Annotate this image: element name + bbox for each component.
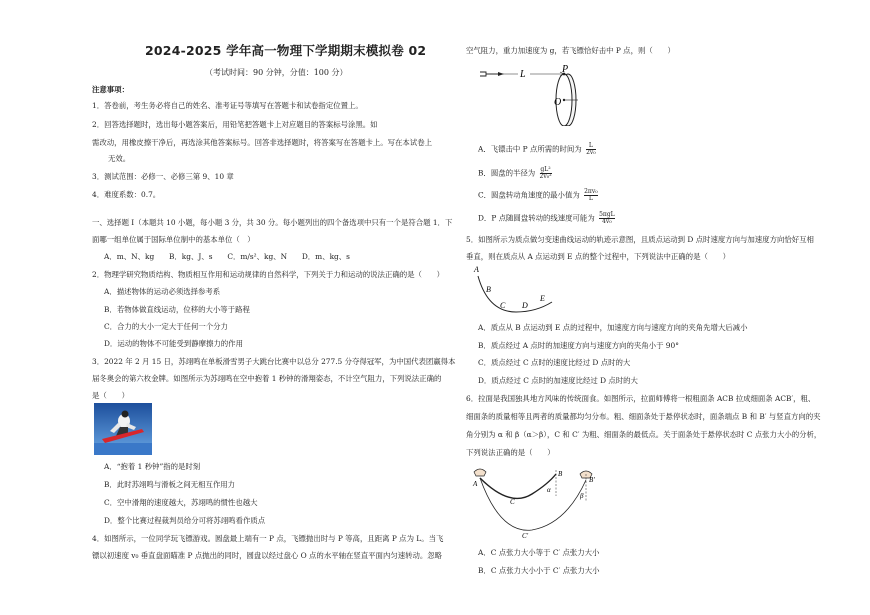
q6-stem-2: 细面条的质量相等且两者的质量都均匀分布。粗、细面条处于悬停状态时，面条端点 B 和 B′ 与竖直方向的夹 bbox=[466, 412, 821, 421]
note-2-end: 无效。 bbox=[108, 154, 131, 163]
point-P-label: P bbox=[562, 64, 569, 75]
q1-stem: 面哪一组单位属于国际单位制中的基本单位（ ） bbox=[92, 235, 255, 244]
notes-heading: 注意事项： bbox=[92, 85, 129, 94]
q4-option-c: C．圆盘转动角速度的最小值为 $\frac{\text{2πv₀}}{L}$ bbox=[478, 188, 598, 202]
point-O-label: O bbox=[554, 97, 562, 108]
q4-stem-cont: 空气阻力，重力加速度为 g，若飞镖恰好击中 P 点，则（ ） bbox=[466, 46, 675, 55]
q6-option-a: A．C 点张力大小等于 C′ 点张力大小 bbox=[478, 548, 600, 557]
q3-stem-1: 3．2022 年 2 月 15 日，苏翊鸣在单板滑雪男子大跳台比赛中以总分 277.5 分夺得冠军，为中国代表团赢得本 bbox=[92, 357, 456, 366]
point-C-label: C bbox=[500, 301, 506, 310]
q2-option-c: C．合力的大小一定大于任何一个分力 bbox=[104, 322, 228, 331]
q5-option-a: A．质点从 B 点运动到 E 点的过程中，加速度方向与速度方向的夹角先增大后减小 bbox=[478, 323, 748, 332]
q3-stem-2: 届冬奥会的第六枚金牌。如图所示为苏翊鸣在空中抱着 1 秒钟的滑翔姿态，不计空气阻力，下列说法正确的 bbox=[92, 374, 442, 383]
q4-stem-1: 4．如图所示，一位同学玩飞镖游戏。圆盘最上端有一 P 点，飞镖抛出时与 P 等高，且距离 P 点为 L。当飞 bbox=[92, 534, 444, 543]
q6-option-b: B．C 点张力大小小于 C′ 点张力大小 bbox=[478, 566, 600, 575]
dimension-L-label: L bbox=[520, 69, 526, 80]
q3-option-c: C．空中滑翔的速度越大，苏翊鸣的惯性也越大 bbox=[104, 498, 258, 507]
point-E-label: E bbox=[540, 294, 545, 303]
angle-beta-label: β bbox=[580, 492, 584, 500]
point-A-label: A bbox=[473, 480, 478, 488]
q4-option-b: B．圆盘的半径为 $\frac{\text{gL²}}{\text{2v₀²}}$ bbox=[478, 166, 552, 180]
noodle-figure bbox=[470, 464, 600, 540]
q2-option-a: A．描述物体的运动必须选择参考系 bbox=[104, 287, 221, 296]
q3-stem-3: 是（ ） bbox=[92, 391, 129, 400]
q4-option-d: D．P 点随圆盘转动的线速度可能为 5πgL 4v₀ bbox=[478, 211, 615, 225]
note-2-cont: 需改动，用橡皮擦干净后，再选涂其他答案标号。回答非选择题时，将答案写在答题卡上。写在本试卷上 bbox=[92, 138, 432, 147]
q4-option-a: A．飞镖击中 P 点所需的时间为 $\frac{L}{\text{2v₀}}$ bbox=[478, 142, 596, 156]
note-3: 3．测试范围：必修一、必修三第 9、10 章 bbox=[92, 172, 234, 181]
q6-stem-1: 6．拉面是我国独具地方风味的传统面食。如图所示，拉面师傅将一根粗面条 ACB 拉成细面条 ACB′，粗、 bbox=[466, 394, 816, 403]
q5-option-d: D．质点经过 C 点时的加速度比经过 D 点时的大 bbox=[478, 376, 638, 385]
section1-intro: 一、选择题 I（本题共 10 小题，每小题 3 分，共 30 分。每小题列出的四个备选项中只有一个是符合题 1．下 bbox=[92, 218, 453, 227]
angle-alpha-label: α bbox=[547, 486, 551, 494]
q3-option-a: A．“抱着 1 秒钟”指的是时刻 bbox=[104, 462, 201, 471]
q5-stem-1: 5．如图所示为质点做匀变速曲线运动的轨迹示意图，且质点运动到 D 点时速度方向与加速度方向恰好互相 bbox=[466, 235, 814, 244]
q3-option-b: B．此时苏翊鸣与滑板之间无相互作用力 bbox=[104, 480, 236, 489]
snowboarder-photo bbox=[94, 403, 152, 455]
exam-title: 2024-2025 学年高一物理下学期期末模拟卷 02 bbox=[145, 43, 427, 58]
point-A-label: A bbox=[474, 265, 479, 274]
point-D-label: D bbox=[522, 301, 528, 310]
q6-stem-4: 下列说法正确的是（ ） bbox=[466, 448, 555, 457]
q5-option-c: C．质点经过 C 点时的速度比经过 D 点时的大 bbox=[478, 358, 631, 367]
q2-stem: 2．物理学研究物质结构、物质相互作用和运动规律的自然科学，下列关于力和运动的说法正确的是（ ） bbox=[92, 270, 445, 279]
q5-option-b: B．质点经过 A 点时的加速度方向与速度方向的夹角小于 90° bbox=[478, 341, 679, 350]
point-C-label: C bbox=[510, 498, 515, 506]
note-4: 4．难度系数：0.7。 bbox=[92, 190, 161, 199]
exam-subtitle: （考试时间：90 分钟，分值：100 分） bbox=[205, 68, 348, 77]
note-1: 1．答卷前，考生务必将自己的姓名、准考证号等填写在答题卡和试卷指定位置上。 bbox=[92, 101, 363, 110]
point-Bp-label: B′ bbox=[589, 476, 595, 484]
q6-stem-3: 角分别为 α 和 β（α＞β），C 和 C′ 为粗、细面条的最低点。关于面条处于悬停状态时 C 点张力大小的分析， bbox=[466, 430, 822, 439]
q5-stem-2: 垂直，则在质点从 A 点运动到 E 点的整个过程中，下列说法中正确的是（ ） bbox=[466, 252, 731, 261]
q1-options: A．m、N、kg B．kg、J、s C．m/s²、kg、N D．m、kg、s bbox=[104, 252, 350, 261]
point-B-label: B bbox=[558, 470, 563, 478]
point-B-label: B bbox=[486, 285, 491, 294]
q3-option-d: D．整个比赛过程裁判员给分可将苏翊鸣看作质点 bbox=[104, 516, 266, 525]
note-2: 2．回答选择题时，选出每小题答案后，用铅笔把答题卡上对应题目的答案标号涂黑。如 bbox=[92, 120, 378, 129]
trajectory-figure bbox=[470, 262, 560, 318]
q2-option-b: B．若物体做直线运动，位移的大小等于路程 bbox=[104, 305, 250, 314]
dart-disc-figure bbox=[478, 62, 598, 126]
q4-stem-2: 镖以初速度 v₀ 垂直盘面瞄准 P 点抛出的同时，圆盘以经过盘心 O 点的水平轴在竖直平面内匀速转动。忽略 bbox=[92, 551, 443, 560]
q2-option-d: D．运动的物体不可能受到静摩擦力的作用 bbox=[104, 339, 243, 348]
point-Cp-label: C′ bbox=[522, 532, 529, 540]
